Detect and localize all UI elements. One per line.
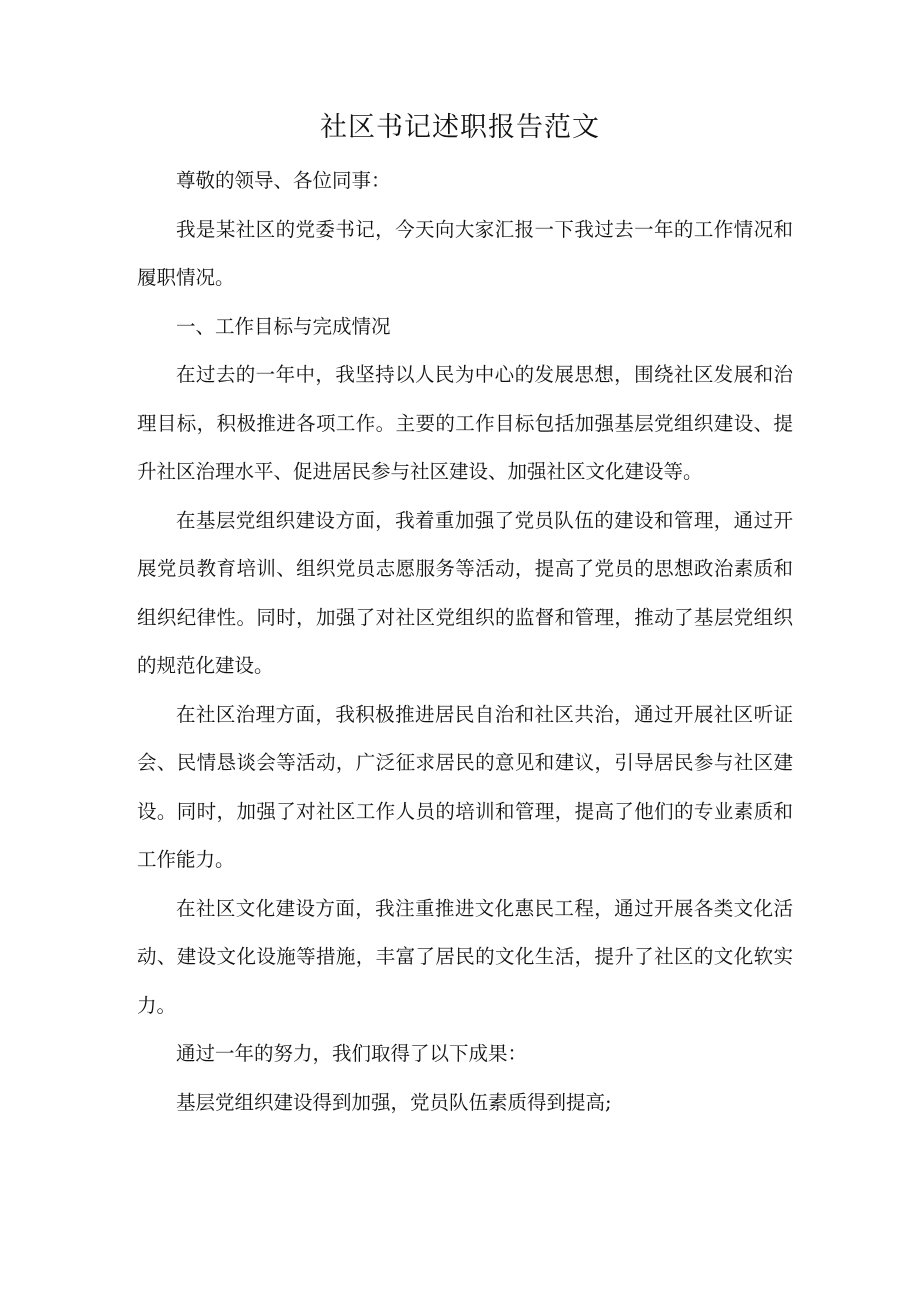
achievements-intro-paragraph: 通过一年的努力，我们取得了以下成果： xyxy=(176,1042,528,1065)
goals-paragraph: 在过去的一年中，我坚持以人民为中心的发展思想，围绕社区发展和治理目标，积极推进各项工作。主要的工作目标包括加强基层党组织建设、提升社区治理水平、促进居民参与社区建设、加强社区文化建设等。 xyxy=(137,363,793,483)
governance-paragraph: 在社区治理方面，我积极推进居民自治和社区共治，通过开展社区听证会、民情恳谈会等活动，广泛征求居民的意见和建议，引导居民参与社区建设。同时，加强了对社区工作人员的培训和管理，提高了他们的专业素质和工作能力。 xyxy=(137,702,793,871)
section-heading: 一、工作目标与完成情况 xyxy=(176,314,391,338)
culture-paragraph: 在社区文化建设方面，我注重推进文化惠民工程，通过开展各类文化活动、建设文化设施等措施，丰富了居民的文化生活，提升了社区的文化软实力。 xyxy=(137,896,793,1017)
achievement-item-paragraph: 基层党组织建设得到加强，党员队伍素质得到提高; xyxy=(176,1090,612,1114)
intro-paragraph: 我是某社区的党委书记，今天向大家汇报一下我过去一年的工作情况和履职情况。 xyxy=(137,217,793,289)
greeting-paragraph: 尊敬的领导、各位同事： xyxy=(176,169,391,192)
document-body xyxy=(137,157,793,1127)
document-title: 社区书记述职报告范文 xyxy=(320,112,600,143)
party-building-paragraph: 在基层党组织建设方面，我着重加强了党员队伍的建设和管理，通过开展党员教育培训、组织党员志愿服务等活动，提高了党员的思想政治素质和组织纪律性。同时，加强了对社区党组织的监督和管理，推动了基层党组织的规范化建设。 xyxy=(137,508,793,677)
